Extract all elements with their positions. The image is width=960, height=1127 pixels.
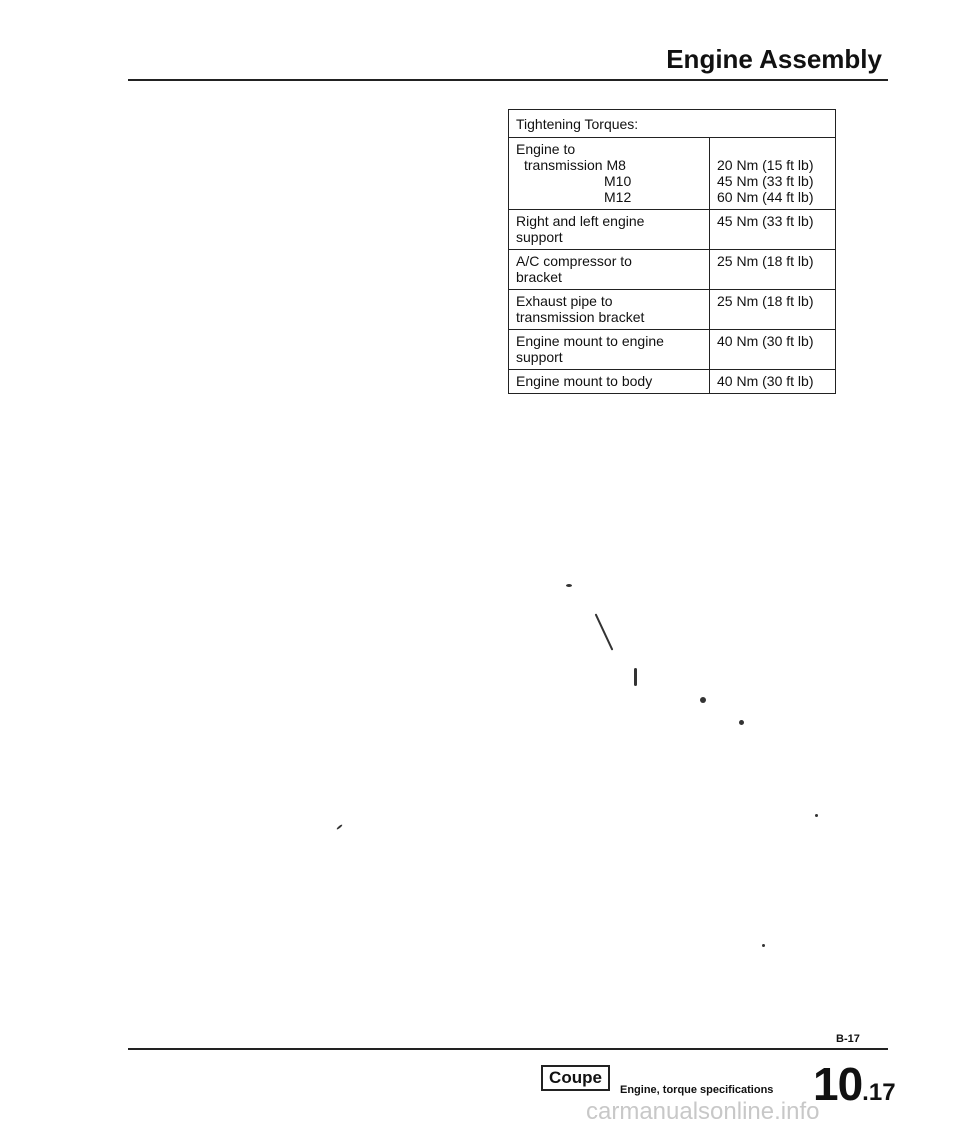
row-label bbox=[509, 330, 710, 370]
page-title: Engine Assembly bbox=[666, 44, 882, 74]
label-line: A/C compressor to bbox=[516, 253, 632, 269]
row-value bbox=[710, 290, 836, 330]
header-rule bbox=[128, 79, 888, 81]
label-line: M10 bbox=[604, 173, 632, 189]
label-line: bracket bbox=[516, 269, 562, 285]
torque-table bbox=[508, 109, 836, 394]
value-line: 25 Nm (18 ft lb) bbox=[717, 253, 814, 269]
watermark: carmanualsonline.info bbox=[586, 1098, 820, 1125]
label-line: M12 bbox=[604, 189, 632, 205]
footer-rule bbox=[128, 1048, 888, 1050]
section-caption: Engine, torque specifications bbox=[620, 1084, 774, 1096]
row-label bbox=[509, 250, 710, 290]
value-line: 20 Nm (15 ft lb) bbox=[717, 157, 814, 173]
scan-speck bbox=[815, 814, 818, 817]
label-line: support bbox=[516, 229, 563, 245]
row-label bbox=[509, 290, 710, 330]
label-line: transmission bracket bbox=[516, 309, 645, 325]
scan-speck bbox=[634, 668, 637, 686]
row-value bbox=[710, 138, 836, 210]
table-row bbox=[509, 138, 836, 210]
model-label-box: Coupe bbox=[541, 1065, 610, 1091]
table-heading: Tightening Torques: bbox=[509, 110, 836, 138]
page-code: B-17 bbox=[836, 1033, 860, 1045]
label-line: Exhaust pipe to bbox=[516, 293, 613, 309]
row-label bbox=[509, 210, 710, 250]
value-line: 45 Nm (33 ft lb) bbox=[717, 173, 814, 189]
scan-speck bbox=[566, 584, 572, 587]
scan-speck bbox=[700, 697, 706, 703]
section-number bbox=[813, 1057, 896, 1111]
row-label bbox=[509, 138, 710, 210]
scan-speck bbox=[595, 613, 614, 650]
row-value bbox=[710, 330, 836, 370]
table-row bbox=[509, 330, 836, 370]
label-line: transmission M8 bbox=[524, 157, 626, 173]
label-line: Right and left engine bbox=[516, 213, 645, 229]
scan-speck bbox=[336, 824, 343, 830]
scan-speck bbox=[762, 944, 765, 947]
row-value bbox=[710, 370, 836, 394]
table-header-row bbox=[509, 110, 836, 138]
label-line: Engine mount to body bbox=[516, 373, 653, 389]
table-row bbox=[509, 370, 836, 394]
row-label bbox=[509, 370, 710, 394]
table-row bbox=[509, 290, 836, 330]
label-line: Engine to bbox=[516, 141, 576, 157]
table-row bbox=[509, 250, 836, 290]
value-line: 25 Nm (18 ft lb) bbox=[717, 293, 814, 309]
row-value bbox=[710, 250, 836, 290]
row-value bbox=[710, 210, 836, 250]
value-line: 40 Nm (30 ft lb) bbox=[717, 373, 814, 389]
label-line: Engine mount to engine bbox=[516, 333, 664, 349]
section-major: 10 bbox=[813, 1058, 863, 1110]
scan-speck bbox=[739, 720, 744, 725]
section-minor: .17 bbox=[862, 1079, 896, 1106]
value-line: 40 Nm (30 ft lb) bbox=[717, 333, 814, 349]
label-line: support bbox=[516, 349, 563, 365]
table-row bbox=[509, 210, 836, 250]
value-line: 45 Nm (33 ft lb) bbox=[717, 213, 814, 229]
value-line: 60 Nm (44 ft lb) bbox=[717, 189, 814, 205]
